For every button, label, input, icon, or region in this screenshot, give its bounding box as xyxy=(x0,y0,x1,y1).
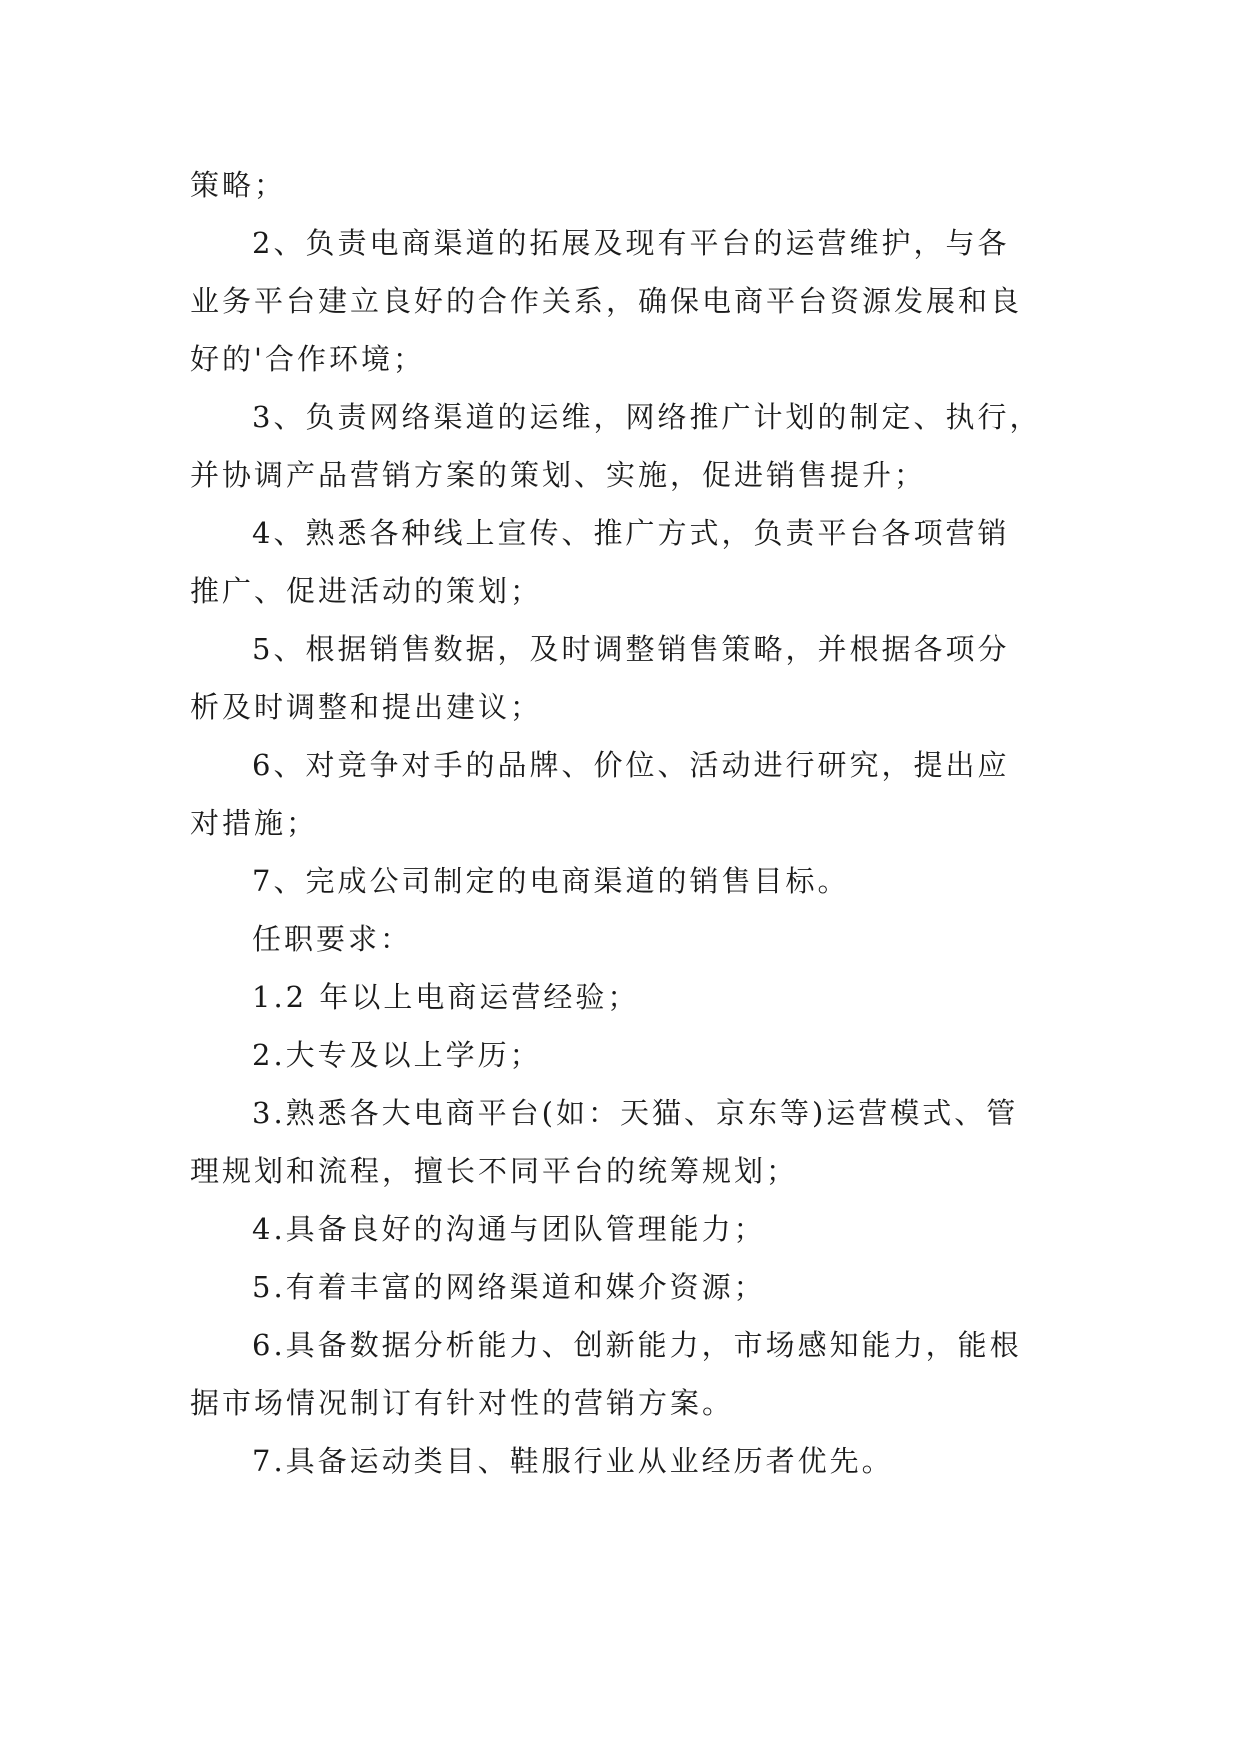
text-line: 5.有着丰富的网络渠道和媒介资源； xyxy=(252,1270,766,1304)
text-line: 4、熟悉各种线上宣传、推广方式，负责平台各项营销 xyxy=(252,516,1010,550)
text-line: 7、完成公司制定的电商渠道的销售目标。 xyxy=(252,864,850,898)
text-line: 并协调产品营销方案的策划、实施，促进销售提升； xyxy=(190,458,927,492)
text-line: 4.具备良好的沟通与团队管理能力； xyxy=(252,1212,766,1246)
section-heading: 任职要求： xyxy=(252,922,413,956)
text-line: 好的'合作环境； xyxy=(190,342,425,376)
text-line: 理规划和流程，擅长不同平台的统筹规划； xyxy=(190,1154,799,1188)
text-line: 6、对竞争对手的品牌、价位、活动进行研究，提出应 xyxy=(252,748,1010,782)
text-line: 6.具备数据分析能力、创新能力，市场感知能力，能根 xyxy=(252,1328,1022,1362)
text-line: 7.具备运动类目、鞋服行业从业经历者优先。 xyxy=(252,1444,894,1478)
text-line: 2、负责电商渠道的拓展及现有平台的运营维护，与各 xyxy=(252,226,1010,260)
text-line: 1.2 年以上电商运营经验； xyxy=(252,980,640,1014)
text-line: 据市场情况制订有针对性的营销方案。 xyxy=(190,1386,735,1420)
text-line: 对措施； xyxy=(190,806,319,840)
document-body xyxy=(190,156,1050,1490)
text-line: 2.大专及以上学历； xyxy=(252,1038,542,1072)
text-line: 3、负责网络渠道的运维，网络推广计划的制定、执行， xyxy=(252,400,1042,434)
text-line: 5、根据销售数据，及时调整销售策略，并根据各项分 xyxy=(252,632,1010,666)
text-line: 析及时调整和提出建议； xyxy=(190,690,543,724)
text-line: 策略； xyxy=(190,168,287,202)
text-line: 3.熟悉各大电商平台(如：天猫、京东等)运营模式、管 xyxy=(252,1096,1019,1130)
text-line: 业务平台建立良好的合作关系，确保电商平台资源发展和良 xyxy=(190,284,1023,318)
text-line: 推广、促进活动的策划； xyxy=(190,574,543,608)
